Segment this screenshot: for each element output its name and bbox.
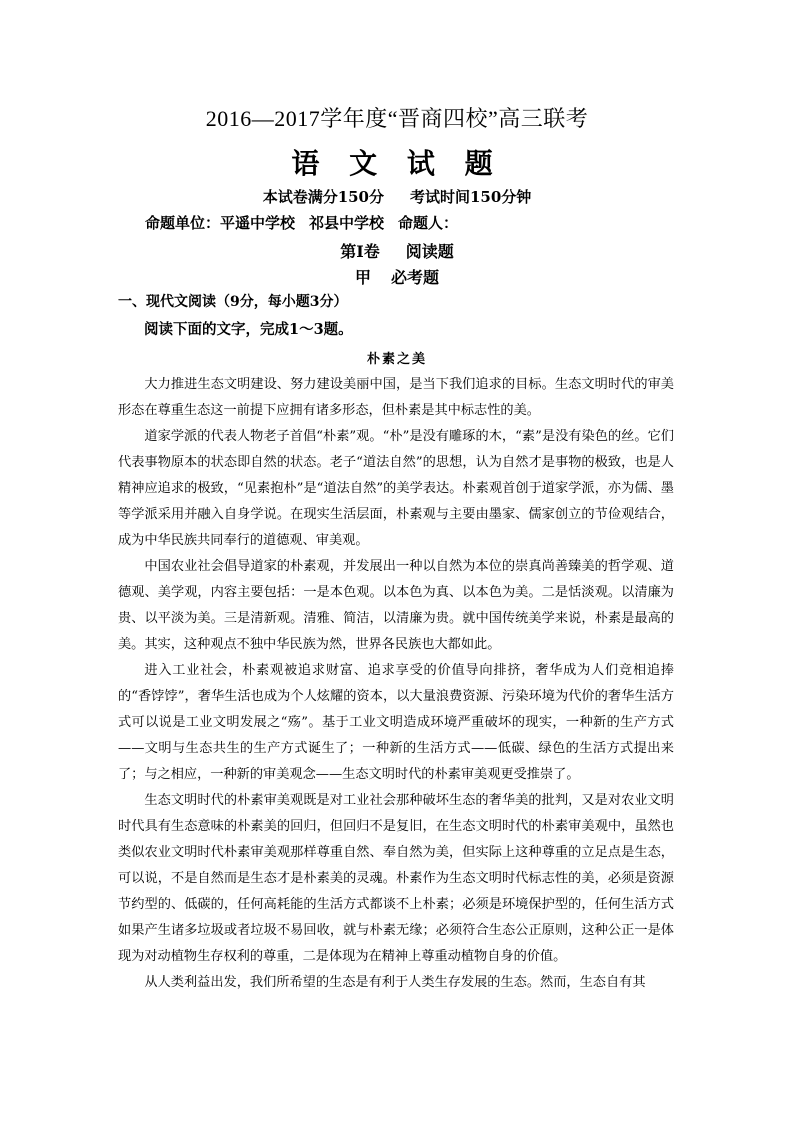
- proposer-line: [145, 212, 458, 233]
- article-paragraph: 进入工业社会，朴素观被追求财富、追求享受的价值导向排挤，奢华成为人们竞相追捧的“香饽饽”，奢华生活也成为个人炫耀的资本，以大量浪费资源、污染环境为代价的奢华生活方式可以说是工业文明发展之“殇”。基于工业文明造成环境严重破坏的现实，一种新的生产方式——文明与生态共生的生产方式诞生了；一种新的生活方式——低碳、绿色的生活方式提出来了；与之相应，一种新的审美观念——生态文明时代的朴素审美观更受推崇了。: [118, 663, 674, 782]
- score-time-line: [0, 186, 794, 207]
- part-type: 必考题: [391, 268, 440, 287]
- section-heading: 一、现代文阅读（9分，每小题3分）: [118, 294, 348, 310]
- exam-title: 2016—2017学年度“晋商四校”高三联考: [205, 106, 589, 131]
- article-body: [118, 372, 674, 996]
- article-paragraph: 中国农业社会倡导道家的朴素观，并发展出一种以自然为本位的崇真尚善臻美的哲学观、道德观、美学观，内容主要包括：一是本色观。以本色为真、以本色为美。二是恬淡观。以清廉为贵、以平淡为美。三是清新观。清雅、简洁，以清廉为贵。就中国传统美学来说，朴素是最高的美。其实，这种观点不独中华民族为然，世界各民族也大都如此。: [118, 559, 674, 652]
- volume-type: 阅读题: [405, 242, 454, 261]
- volume-heading: [0, 239, 794, 262]
- subject-title: 语 文 试 题: [291, 147, 503, 180]
- volume-name: 第Ⅰ卷: [340, 242, 380, 261]
- article-paragraph: 道家学派的代表人物老子首倡“朴素”观。“朴”是没有雕琢的木，“素”是没有染色的丝。它们代表事物原本的状态即自然的状态。老子“道法自然”的思想，认为自然才是事物的极致，也是人精神应追求的极致，“见素抱朴”是“道法自然”的美学表达。朴素观首创于道家学派，亦为儒、墨等学派采用并融入自身学说。在现实生活层面，朴素观与主要由墨家、儒家创立的节俭观结合，成为中华民族共同奉行的道德观、审美观。: [118, 429, 674, 548]
- exam-time: 考试时间150分钟: [410, 188, 532, 206]
- proposer-person: 命题人：: [398, 214, 459, 232]
- part-heading: [0, 265, 794, 288]
- section-instruction: 阅读下面的文字，完成1～3题。: [144, 321, 353, 338]
- part-name: 甲: [354, 268, 371, 287]
- article-paragraph: 大力推进生态文明建设、努力建设美丽中国，是当下我们追求的目标。生态文明时代的审美形态在尊重生态这一前提下应拥有诸多形态，但朴素是其中标志性的美。: [118, 377, 674, 418]
- full-score: 本试卷满分150分: [262, 188, 384, 206]
- article-paragraph: 从人类利益出发，我们所希望的生态是有利于人类生存发展的生态。然而，生态自有其: [144, 975, 646, 990]
- proposer-unit: 命题单位：平遥中学校: [145, 214, 296, 232]
- proposer-unit-second: 祁县中学校: [309, 214, 385, 232]
- article-title: 朴素之美: [366, 352, 427, 367]
- article-paragraph: 生态文明时代的朴素审美观既是对工业社会那种破坏生态的奢华美的批判，又是对农业文明时代具有生态意味的朴素美的回归，但回归不是复旧，在生态文明时代的朴素审美观中，虽然也类似农业文明时代朴素审美观那样尊重自然、奉自然为美，但实际上这种尊重的立足点是生态，可以说，不是自然而是生态才是朴素美的灵魂。朴素作为生态文明时代标志性的美，必须是资源节约型的、低碳的，任何高耗能的生活方式都谈不上朴素；必须是环境保护型的，任何生活方式如果产生诸多垃圾或者垃圾不易回收，就与朴素无缘；必须符合生态公正原则，这种公正一是体现为对动植物生存权利的尊重，二是体现为在精神上尊重动植物自身的价值。: [118, 793, 674, 964]
